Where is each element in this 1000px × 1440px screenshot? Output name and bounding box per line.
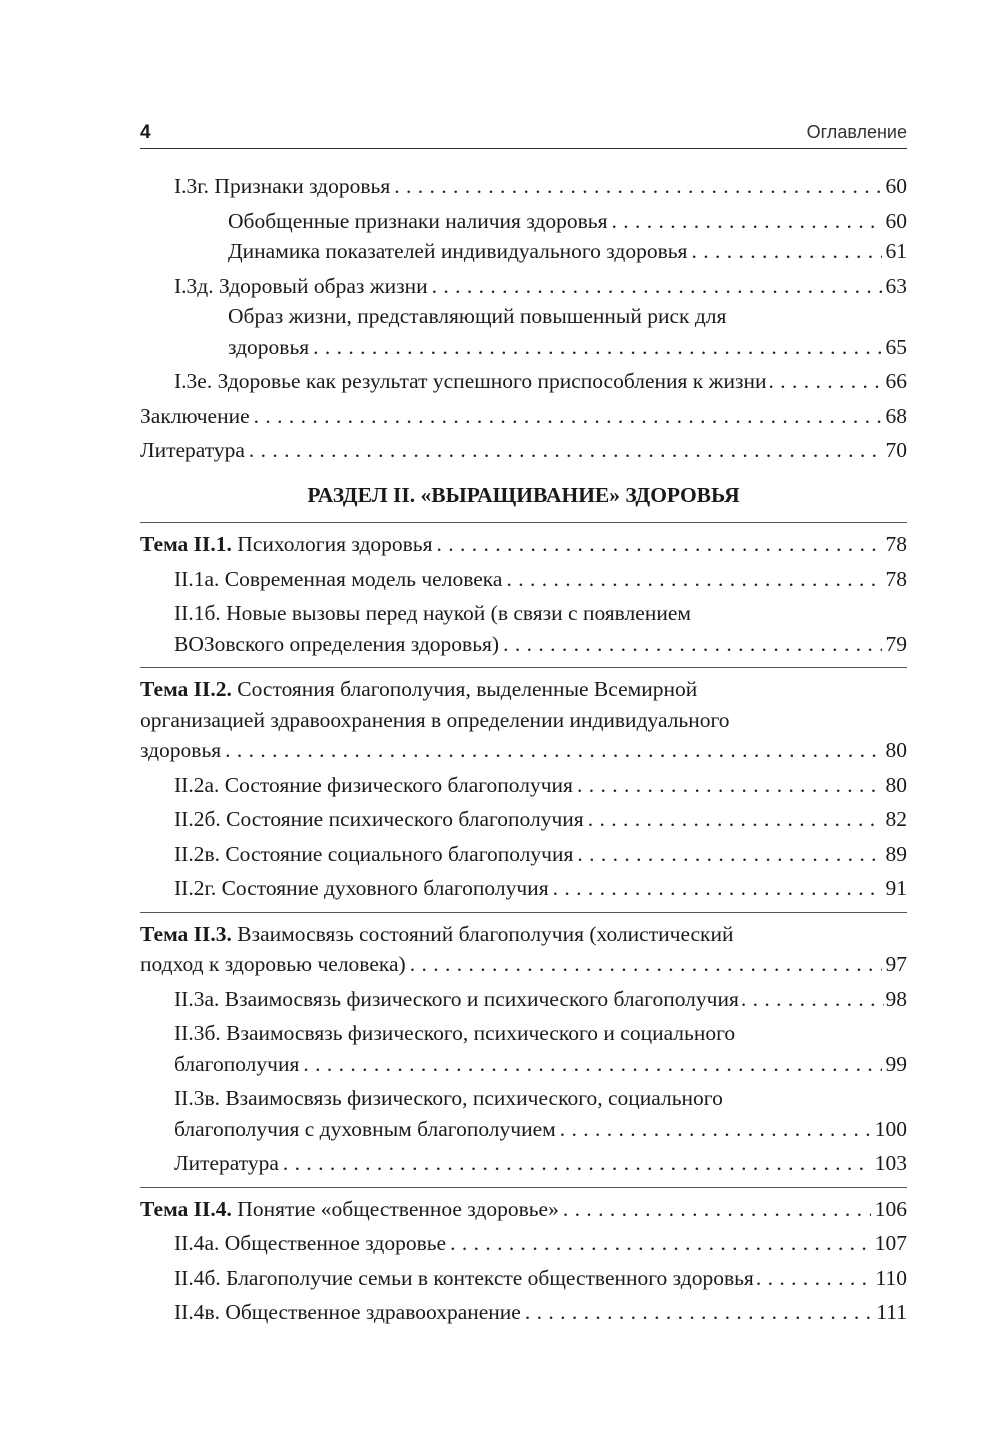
topic-label: Тема II.2. [140,677,232,701]
page-number: 4 [140,122,151,143]
toc-entry-title: Обобщенные признаки наличия здоровья [228,208,608,233]
toc-entry-title: II.2в. Состояние социального благополучия [174,841,574,866]
toc-entry-page: 100 [874,1116,907,1141]
toc-entry-title-line2: организацией здравоохранения в определении индивидуального [140,707,730,732]
toc-entry-page: 97 [885,952,907,976]
topic-label: Тема II.3. [140,921,232,946]
dot-leader [525,1297,872,1328]
dot-leader [563,1194,871,1225]
toc-entry-title: II.4б. Благополучие семьи в контексте общественного здоровья [174,1265,754,1290]
toc-entry-ii4a[interactable] [174,1228,907,1259]
dot-leader [254,401,882,432]
toc-entry-title: II.3а. Взаимосвязь физического и психического благополучия [174,986,739,1011]
dot-leader [313,332,881,363]
divider [140,912,907,913]
toc-entry-title-line3: здоровья [140,738,222,762]
dot-leader [432,271,882,302]
toc-entry-title: I.3е. Здоровье как результат успешного приспособления к жизни [174,369,767,393]
dot-leader [249,435,882,466]
toc-topic-ii2[interactable] [140,674,907,766]
toc-entry-i3e[interactable] [174,366,907,397]
toc-entry-page: 82 [885,807,907,831]
toc-entry-page: 60 [885,174,907,198]
dot-leader [410,949,882,980]
toc-entry-title: II.2г. Состояние духовного благополучия [174,876,549,900]
dot-leader [611,206,881,237]
toc-entry-title: II.4в. Общественное здравоохранение [174,1300,521,1324]
toc-entry-title-line2: ВОЗовского определения здоровья) [174,631,500,656]
toc-entry-page: 66 [885,369,907,393]
divider [140,1187,907,1188]
toc-entry-title: Заключение [140,403,250,428]
toc-entry-title-line2: благополучия [174,1051,300,1076]
toc-entry-page: 65 [885,334,907,359]
toc-entry-title-line1: Состояния благополучия, выделенные Всемирной [237,677,698,701]
topic-label: Тема II.4. [140,1196,232,1221]
toc-entry-ii3b[interactable] [174,1018,907,1079]
toc-entry-title: Психология здоровья [237,532,433,556]
toc-entry-title: II.4а. Общественное здоровье [174,1231,447,1255]
dot-leader [588,804,882,835]
dot-leader [553,873,882,904]
dot-leader [503,629,881,660]
toc-entry-page: 111 [876,1300,907,1324]
toc-entry-ii3a[interactable] [174,984,907,1015]
dot-leader [577,770,882,801]
toc-entry-title: II.2а. Состояние физического благополучия [174,772,573,797]
divider [140,522,907,523]
toc-entry-conclusion[interactable] [140,401,907,432]
dot-leader [560,1114,871,1145]
toc-entry-ii1b[interactable] [174,598,907,659]
divider [140,667,907,668]
toc-entry-page: 70 [885,438,907,462]
dot-leader [225,735,881,766]
toc-entry-ii1a[interactable] [174,564,907,595]
toc-entry-i3g[interactable] [174,171,907,202]
toc-entry-i3d[interactable] [174,271,907,302]
dot-leader [756,1263,874,1294]
dot-leader [436,529,881,560]
toc-entry-title: I.3г. Признаки здоровья [174,174,391,198]
toc-entry-ii2b[interactable] [174,804,907,835]
toc-entry-page: 80 [885,772,907,797]
dot-leader [577,839,881,870]
toc-entry-page: 63 [885,273,907,298]
toc-entry-page: 99 [885,1051,907,1076]
toc-entry-dynamics[interactable] [228,236,907,267]
dot-leader [768,366,883,397]
toc-entry-page: 79 [885,631,907,656]
toc-entry-ii4b[interactable] [174,1263,907,1294]
toc-entry-page: 60 [885,208,907,233]
toc-entry-page: 98 [885,986,907,1011]
toc-entry-title-line1: II.1б. Новые вызовы перед наукой (в связи с появлением [174,601,691,625]
toc-entry-title-line2: благополучия с духовным благополучием [174,1116,556,1141]
toc-entry-ii4c[interactable] [174,1297,907,1328]
section-heading: РАЗДЕЛ II. «ВЫРАЩИВАНИЕ» ЗДОРОВЬЯ [307,482,740,507]
toc-entry-page: 91 [885,876,907,900]
toc-entry-title: Понятие «общественное здоровье» [237,1196,559,1221]
toc-entry-title-line1: Взаимосвязь состояний благополучия (холистический [237,921,734,946]
toc-entry-title: Литература [140,438,245,462]
dot-leader [394,171,881,202]
toc-entry-ii2a[interactable] [174,770,907,801]
toc-entry-page: 107 [874,1231,907,1255]
toc-entry-title-line2: подход к здоровью человека) [140,952,406,976]
toc-entry-page: 78 [885,532,907,556]
toc-entry-generalized-signs[interactable] [228,206,907,237]
dot-leader [691,236,881,267]
toc-entry-ii3c[interactable] [174,1083,907,1144]
running-header [140,118,907,149]
toc-entry-title-line2: здоровья [228,334,310,359]
toc-entry-page: 78 [885,566,907,591]
toc-entry-literature[interactable] [140,435,907,466]
toc-entry-title: Литература [174,1151,279,1175]
toc-entry-title: Динамика показателей индивидуального здоровья [228,239,688,263]
toc-entry-page: 80 [885,738,907,762]
toc-entry-page: 89 [885,841,907,866]
toc-entry-title-line1: II.3б. Взаимосвязь физического, психического и социального [174,1021,736,1045]
toc-entry-page: 61 [885,239,907,263]
toc-entry-title-line1: II.3в. Взаимосвязь физического, психического, социального [174,1086,723,1110]
toc-topic-ii4[interactable] [140,1194,907,1225]
toc-topic-ii1[interactable] [140,529,907,560]
running-head-title: Оглавление [806,122,907,142]
toc-entry-ii2c[interactable] [174,839,907,870]
dot-leader [506,564,881,595]
toc-entry-title: II.1а. Современная модель человека [174,566,503,591]
dot-leader [303,1049,881,1080]
toc-entry-page: 106 [874,1196,907,1221]
dot-leader [283,1148,871,1179]
toc-entry-page: 103 [874,1151,907,1175]
toc-entry-title: I.3д. Здоровый образ жизни [174,273,428,298]
topic-label: Тема II.1. [140,532,232,556]
toc-entry-page: 68 [885,403,907,428]
toc-topic-ii3[interactable] [140,919,907,980]
toc-entry-title-line1: Образ жизни, представляющий повышенный риск для [228,304,727,328]
toc-entry-ii3-literature[interactable] [174,1148,907,1179]
toc-entry-title: II.2б. Состояние психического благополучия [174,807,584,831]
dot-leader [741,984,884,1015]
toc-entry-ii2d[interactable] [174,873,907,904]
toc-entry-risky-lifestyle[interactable] [228,301,907,362]
table-of-contents [140,171,907,1332]
dot-leader [450,1228,871,1259]
toc-entry-page: 110 [875,1265,907,1290]
